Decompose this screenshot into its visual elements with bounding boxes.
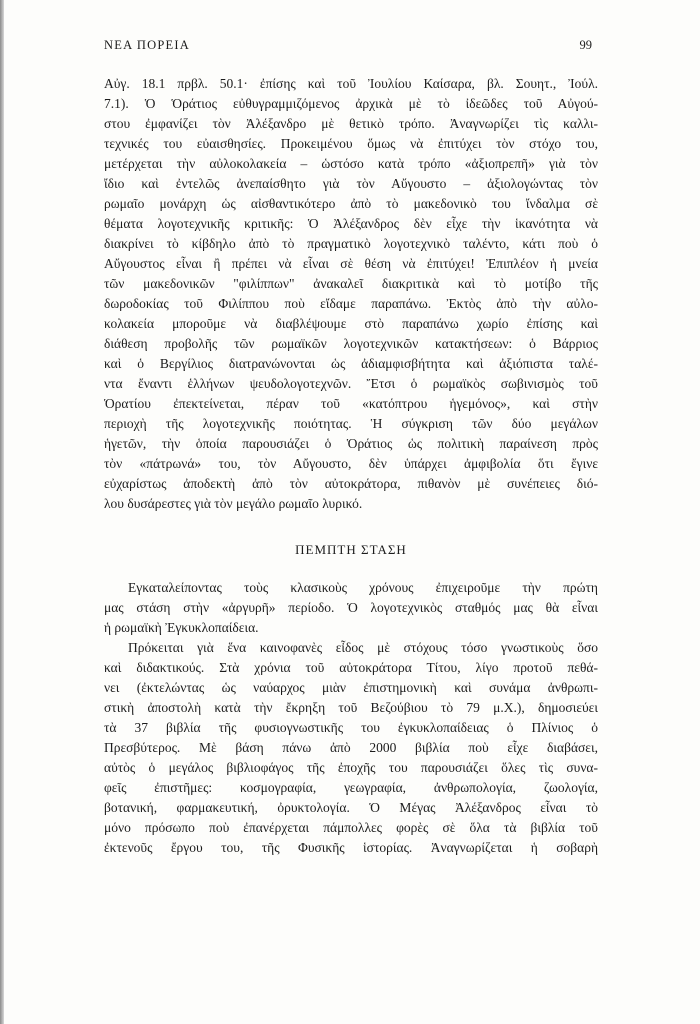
text-line: κολακεία μποροῦμε νὰ διαβλέψουμε στὸ παραπάνω χωρίο ἐπίσης καὶ: [104, 316, 598, 331]
text-line: Αὐγ. 18.1 πρβλ. 50.1· ἐπίσης καὶ τοῦ Ἰουλίου Καίσαρα, βλ. Σουητ., Ἰούλ.: [104, 76, 598, 91]
text-line: Πρεσβύτερος. Μὲ βάση πάνω ἀπὸ 2000 βιβλία ποὺ εἶχε διαβάσει,: [104, 740, 598, 755]
text-line: τῶν μακεδονικῶν "φιλίππων" ἀνακαλεῖ διακριτικὰ καὶ τὸ μοτίβο τῆς: [104, 276, 598, 291]
text-line: βοτανική, φαρμακευτική, ὀρυκτολογία. Ὁ Μέγας Ἀλέξανδρος εἶναι τὸ: [104, 800, 598, 815]
body-text: [104, 74, 598, 858]
text-line: εὐχαρίστως ἀποδεκτὴ ἀπὸ τὸν αὐτοκράτορα, πιθανὸν μὲ συνέπειες διό-: [104, 476, 598, 491]
text-line: δωροδοκίας τοῦ Φιλίππου ποὺ εἴδαμε παραπάνω. Ἐκτὸς ἀπὸ τὴν αὐλο-: [104, 296, 598, 311]
text-line: τεχνικές του εὐαισθησίες. Προκειμένου ὅμως νὰ ἐπιτύχει τὸν στόχο του,: [104, 136, 598, 151]
text-line: καὶ διδακτικούς. Στὰ χρόνια τοῦ αὐτοκράτορα Τίτου, λίγο προτοῦ πεθά-: [104, 660, 598, 675]
text-line: αὐτὸς ὁ μεγάλος βιβλιοφάγος τῆς ἐποχῆς του παρουσιάζει ὅλες τὶς συνα-: [104, 760, 598, 775]
running-title: ΝΕΑ ΠΟΡΕΙΑ: [104, 38, 190, 52]
text-line: θέματα λογοτεχνικῆς κριτικῆς: Ὁ Ἀλέξανδρος δὲν εἶχε τὴν ἱκανότητα νὰ: [104, 216, 598, 231]
page-gutter-shadow: [0, 0, 4, 1024]
text-line: ἴδιο καὶ ἐντελῶς ἀνεπαίσθητο γιὰ τὸν Αὔγουστο – ἀξιολογώντας τὸν: [104, 176, 598, 191]
text-line: Αὔγουστος εἶναι ἢ πρέπει νὰ εἶναι σὲ θέση νὰ ἐπιτύχει! Ἐπιπλέον ἡ μνεία: [104, 256, 598, 271]
text-line: διακρίνει τὸ κίβδηλο ἀπὸ τὸ πραγματικὸ λογοτεχνικὸ ταλέντο, κάτι ποὺ ὁ: [104, 236, 598, 251]
text-line: τὰ 37 βιβλία τῆς φυσιογνωστικῆς του ἐγκυκλοπαίδειας ὁ Πλίνιος ὁ: [104, 720, 598, 735]
text-line: διάθεση προβολῆς τῶν ρωμαϊκῶν λογοτεχνικῶν κατακτήσεων: ὁ Βάρριος: [104, 336, 598, 351]
text-line: στου ἐμφανίζει τὸν Ἀλέξανδρο μὲ θετικὸ τρόπο. Ἀναγνωρίζει τὶς καλλι-: [104, 116, 598, 131]
paragraph-1: [104, 74, 598, 514]
text-line: νει (ἐκτελώντας ὡς ναύαρχος μιὰν ἐπιστημονικὴ καὶ συνάμα ἀνθρωπι-: [104, 680, 598, 695]
text-line: στικὴ ἀποστολὴ κατὰ τὴν ἔκρηξη τοῦ Βεζούβιου τὸ 79 μ.Χ.), δημοσιεύει: [104, 700, 598, 715]
paragraph-3: [104, 638, 598, 858]
paragraph-2: [104, 578, 598, 638]
text-line: μόνο πρόσωπο ποὺ ἐπανέρχεται πάμπολλες φορὲς σὲ ὅλα τὰ βιβλία τοῦ: [104, 820, 598, 835]
text-line: καὶ ὁ Βεργίλιος διατρανώνονται ὡς ἀδιαμφισβήτητα καὶ ἀξιόπιστα ταλέ-: [104, 356, 598, 371]
text-line: φεῖς ἐπιστῆμες: κοσμογραφία, γεωγραφία, ἀνθρωπολογία, ζωολογία,: [104, 780, 598, 795]
text-line: 7.1). Ὁ Ὁράτιος εὐθυγραμμιζόμενος ἀρχικὰ μὲ τὸ ἰδεῶδες τοῦ Αὐγού-: [104, 96, 598, 111]
text-line: ἡ ρωμαϊκὴ Ἐγκυκλοπαίδεια.: [104, 620, 259, 635]
text-line: ἡγετῶν, τὴν ὁποία παρουσιάζει ὁ Ὁράτιος ὡς πολιτικὴ παραίνεση πρὸς: [104, 436, 598, 451]
text-line: μας στάση στὴν «ἀργυρῆ» περίοδο. Ὁ λογοτεχνικὸς σταθμός μας θὰ εἶναι: [104, 600, 598, 615]
text-line: ρωμαῖο μονάρχη ὡς αἰσθαντικότερο ἀπὸ τὸ μακεδονικὸ του ἴνδαλμα σὲ: [104, 196, 598, 211]
text-line: λου δυσάρεστες γιὰ τὸν μεγάλο ρωμαῖο λυρικό.: [104, 496, 363, 511]
text-line: τὸν «πάτρωνά» του, τὸν Αὔγουστο, δὲν ὑπάρχει ἀμφιβολία ὅτι ἔγινε: [104, 456, 598, 471]
text-line: ντα ἔναντι ἑλλήνων ψευδολογοτεχνῶν. Ἔτσι ὁ ρωμαϊκὸς σωβινισμὸς τοῦ: [104, 376, 598, 391]
text-line: ἐκτενοῦς ἔργου του, τῆς Φυσικῆς ἱστορίας. Ἀναγνωρίζεται ἡ σοβαρὴ: [104, 840, 598, 855]
text-line: Ὁρατίου ἐπεκτείνεται, πέραν τοῦ «κατόπτρου ἡγεμόνος», καὶ στὴν: [104, 396, 598, 411]
section-heading: ΠΕΜΠΤΗ ΣΤΑΣΗ: [295, 542, 407, 557]
text-line: περιοχὴ τῆς λογοτεχνικῆς ποιότητας. Ἡ σύγκριση τῶν δύο μεγάλων: [104, 416, 598, 431]
page-number: 99: [579, 38, 592, 52]
text-line: Πρόκειται γιὰ ἕνα καινοφανὲς εἶδος μὲ στόχους τόσο γνωστικοὺς ὅσο: [128, 640, 598, 655]
running-head: [104, 38, 592, 56]
text-line: μετέρχεται τὴν αὐλοκολακεία – ὡστόσο κατὰ τρόπο «ἀξιοπρεπῆ» γιὰ τὸν: [104, 156, 598, 171]
text-line: Εγκαταλείποντας τοὺς κλασικοὺς χρόνους ἐπιχειροῦμε τὴν πρώτη: [128, 580, 598, 595]
